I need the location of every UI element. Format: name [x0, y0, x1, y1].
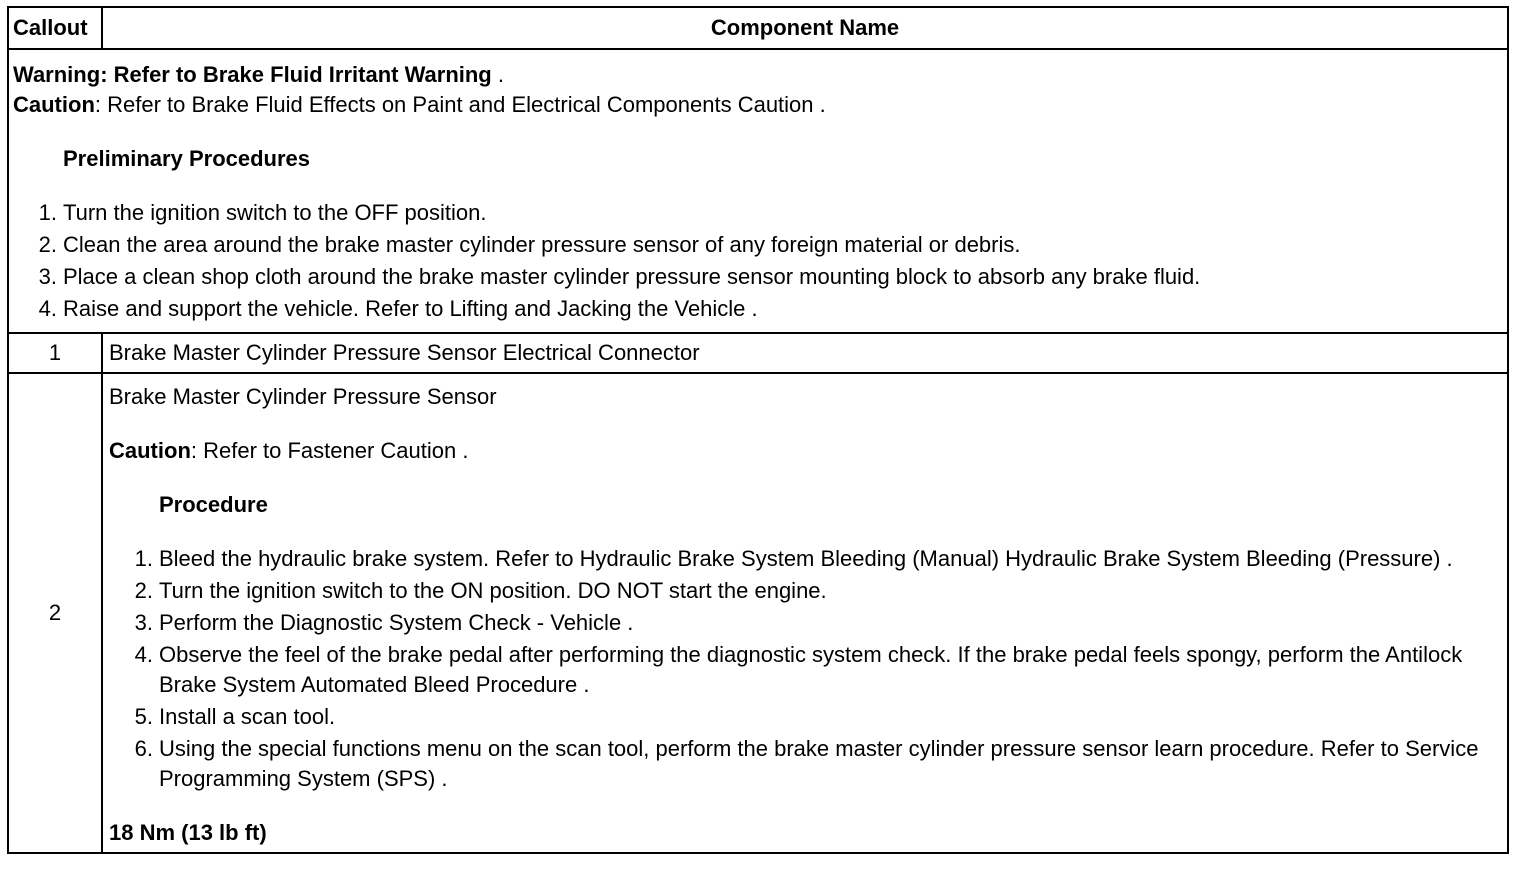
step-text: Observe the feel of the brake pedal after performing the diagnostic system check. If the brake pedal feels spongy, perform the Antilock Brake System Automated Bleed Procedure .	[159, 642, 1463, 697]
list-item	[109, 576, 1501, 606]
table-row	[8, 373, 1508, 853]
step-text: Turn the ignition switch to the OFF position.	[63, 200, 487, 225]
step-text: Install a scan tool.	[159, 704, 336, 729]
caution-line	[13, 90, 1503, 120]
component-name: Brake Master Cylinder Pressure Sensor	[109, 384, 497, 409]
step-number: 1.	[134, 546, 153, 571]
procedure-heading: Procedure	[159, 492, 268, 517]
step-number: 5.	[134, 704, 153, 729]
step-number: 4.	[134, 642, 153, 667]
list-item	[13, 230, 1503, 260]
step-text: Turn the ignition switch to the ON position. DO NOT start the engine.	[159, 578, 827, 603]
preliminary-heading: Preliminary Procedures	[63, 146, 311, 171]
step-text: Perform the Diagnostic System Check - Vehicle .	[159, 610, 634, 635]
warning-label: Warning	[13, 62, 101, 87]
list-item	[109, 640, 1501, 700]
caution-label: Caution	[13, 92, 95, 117]
caution-text: : Refer to Brake Fluid Effects on Paint and Electrical Components Caution .	[94, 92, 826, 117]
caution-label: Caution	[109, 438, 191, 463]
intro-row	[8, 49, 1508, 333]
list-item	[109, 608, 1501, 638]
step-text: Place a clean shop cloth around the brake master cylinder pressure sensor mounting block to absorb any brake fluid.	[63, 264, 1201, 289]
callout-header: Callout	[8, 7, 102, 49]
step-text: Using the special functions menu on the scan tool, perform the brake master cylinder pressure sensor learn procedure. Refer to Service Programming System (SPS) .	[159, 736, 1479, 791]
warning-line	[13, 60, 1503, 90]
step-number: 3.	[38, 264, 57, 289]
component-name-header: Component Name	[102, 7, 1508, 49]
list-item	[109, 702, 1501, 732]
list-item	[13, 262, 1503, 292]
caution-text: : Refer to Fastener Caution .	[190, 438, 469, 463]
step-number: 2.	[38, 232, 57, 257]
step-number: 4.	[38, 296, 57, 321]
component-table	[7, 6, 1509, 854]
procedure-steps	[109, 544, 1501, 794]
preliminary-steps	[13, 198, 1503, 324]
callout-cell: 2	[8, 373, 102, 853]
fastener-caution-line	[109, 436, 1501, 466]
warning-end: .	[491, 62, 504, 87]
step-text: Bleed the hydraulic brake system. Refer to Hydraulic Brake System Bleeding (Manual) Hydraulic Brake System Bleeding (Pressure) .	[159, 546, 1453, 571]
step-text: Clean the area around the brake master cylinder pressure sensor of any foreign material or debris.	[63, 232, 1021, 257]
table-row	[8, 333, 1508, 373]
step-number: 3.	[134, 610, 153, 635]
list-item	[13, 198, 1503, 228]
header-row	[8, 7, 1508, 49]
step-number: 1.	[38, 200, 57, 225]
step-number: 6.	[134, 736, 153, 761]
component-detail-cell	[102, 373, 1508, 853]
intro-cell	[8, 49, 1508, 333]
list-item	[13, 294, 1503, 324]
component-name-cell: Brake Master Cylinder Pressure Sensor Electrical Connector	[102, 333, 1508, 373]
step-text: Raise and support the vehicle. Refer to Lifting and Jacking the Vehicle .	[63, 296, 758, 321]
step-number: 2.	[134, 578, 153, 603]
callout-cell: 1	[8, 333, 102, 373]
list-item	[109, 544, 1501, 574]
list-item	[109, 734, 1501, 794]
warning-text: : Refer to Brake Fluid Irritant Warning	[100, 62, 492, 87]
torque-spec: 18 Nm (13 lb ft)	[109, 820, 267, 845]
